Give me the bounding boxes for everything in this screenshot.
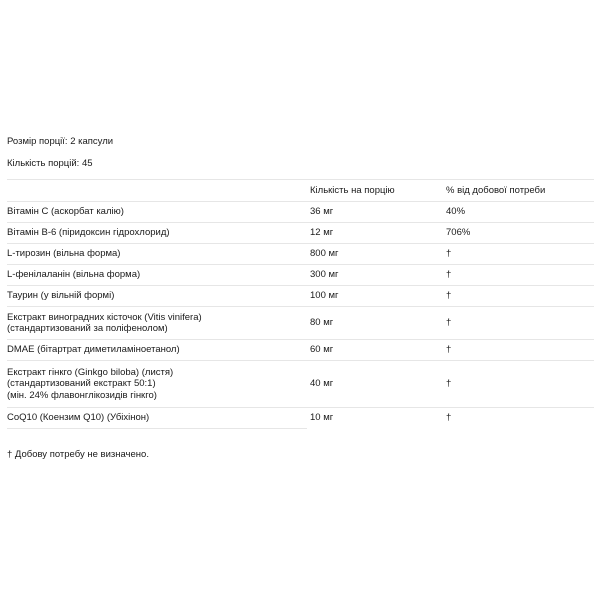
table-row <box>7 201 594 222</box>
footnote: † Добову потребу не визначено. <box>7 449 149 460</box>
ingredient-daily-value: † <box>446 317 452 329</box>
serving-size: Розмір порції: 2 капсули <box>7 136 114 147</box>
table-row <box>7 407 594 428</box>
table-row <box>7 264 594 285</box>
ingredient-name: Екстракт гінкго (Ginkgo biloba) (листя) (стандартизований екстракт 50:1) (мін. 24% флавонглікозидів гінкго) <box>7 366 174 401</box>
ingredient-amount: 300 мг <box>310 269 339 281</box>
table-row <box>7 222 594 243</box>
ingredient-amount: 100 мг <box>310 290 339 302</box>
ingredient-name: DMAE (бітартрат диметиламіноетанол) <box>7 344 180 356</box>
ingredient-amount: 60 мг <box>310 344 334 356</box>
ingredient-daily-value: † <box>446 290 452 302</box>
ingredient-amount: 80 мг <box>310 317 334 329</box>
header-daily-value: % від добової потреби <box>446 184 546 196</box>
table-row <box>7 285 594 306</box>
ingredient-name: CoQ10 (Коензим Q10) (Убіхінон) <box>7 412 150 424</box>
ingredient-name: Екстракт виноградних кісточок (Vitis vinifera) (стандартизований за поліфенолом) <box>7 311 202 334</box>
ingredient-amount: 40 мг <box>310 378 334 390</box>
ingredient-name: L-фенілаланін (вільна форма) <box>7 269 141 281</box>
table-row <box>7 306 594 339</box>
ingredient-amount: 12 мг <box>310 227 334 239</box>
table-header-row <box>7 179 594 201</box>
table-row <box>7 360 594 407</box>
ingredient-daily-value: 40% <box>446 206 466 218</box>
ingredient-amount: 36 мг <box>310 206 334 218</box>
table-row <box>7 243 594 264</box>
ingredient-amount: 800 мг <box>310 248 339 260</box>
ingredient-name: Вітамін С (аскорбат калію) <box>7 206 124 218</box>
ingredient-daily-value: † <box>446 248 452 260</box>
ingredient-name: Вітамін В-6 (піридоксин гідрохлорид) <box>7 227 170 239</box>
ingredient-name: L-тирозин (вільна форма) <box>7 248 121 260</box>
table-bottom-divider <box>7 428 307 429</box>
table-row <box>7 339 594 360</box>
supplement-facts-table <box>7 179 594 428</box>
ingredient-daily-value: † <box>446 344 452 356</box>
header-amount: Кількість на порцію <box>310 184 395 196</box>
ingredient-name: Таурин (у вільній формі) <box>7 290 115 302</box>
ingredient-daily-value: 706% <box>446 227 471 239</box>
ingredient-amount: 10 мг <box>310 412 334 424</box>
ingredient-daily-value: † <box>446 412 452 424</box>
servings-per-container: Кількість порцій: 45 <box>7 158 93 169</box>
ingredient-daily-value: † <box>446 269 452 281</box>
ingredient-daily-value: † <box>446 378 452 390</box>
